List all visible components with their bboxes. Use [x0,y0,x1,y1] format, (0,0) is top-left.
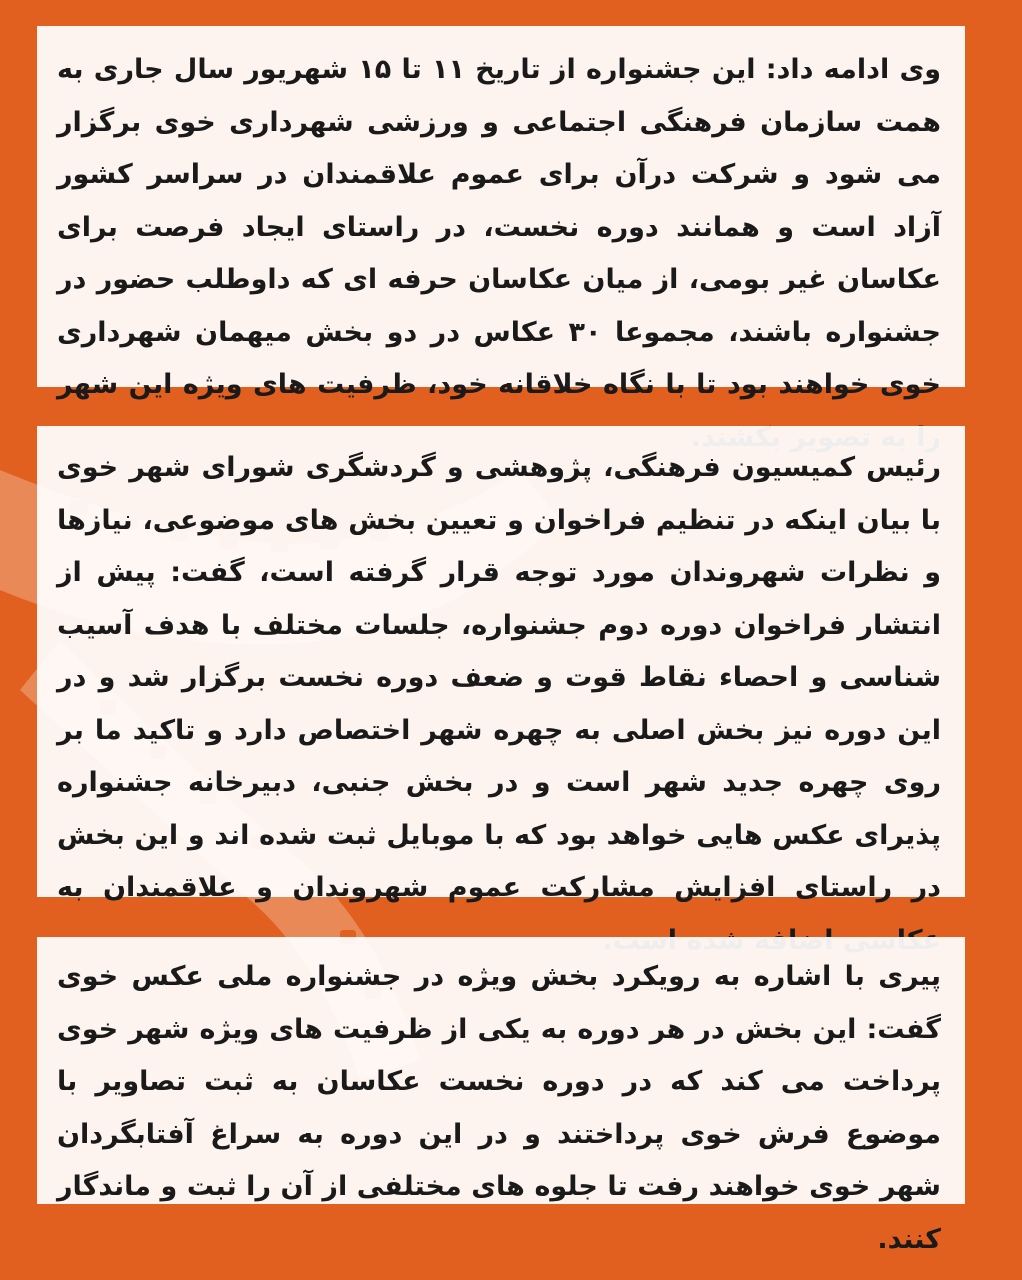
text-card-3 [37,937,965,1255]
paragraph-2: رئیس کمیسیون فرهنگی، پژوهشی و گردشگری شورای شهر خوی با بیان اینکه در تنظیم فراخوان و تعیین بخش های موضوعی، نیازها و نظرات شهروندان مورد توجه قرار گرفته است، گفت: پیش از انتشار فراخوان دوره دوم جشنواره، جلسات مختلف با هدف آسیب شناسی و احصاء نقاط قوت و ضعف دوره نخست برگزار شد و در این دوره نیز بخش اصلی به چهره شهر اختصاص دارد و تاکید ما بر روی چهره جدید شهر است و در بخش جنبی، دبیرخانه جشنواره پذیرای عکس هایی خواهد بود که با موبایل ثبت شده اند و این بخش در راستای افزایش مشارکت عموم شهروندان و علاقمندان به [57,452,941,903]
paragraph-3: پیری با اشاره به رویکرد بخش ویژه در جشنواره ملی عکس خوی گفت: این بخش در هر دوره به یکی از ظرفیت های ویژه شهر خوی پرداخت می کند که در دوره نخست عکاسان به ثبت تصاویر با موضوع فرش خوی پرداختند و در این دوره به سراغ آفتابگردان شهر خوی خواهند رفت تا جلوه های مختلفی از آن را ثبت و ماندگار کنند. [57,961,941,1255]
paragraph-1: وی ادامه داد: این جشنواره از تاریخ ۱۱ تا ۱۵ شهریور سال جاری به همت سازمان فرهنگی اجتماعی و ورزشی شهرداری خوی برگزار می شود و شرکت درآن برای عموم علاقمندان در سراسر کشور آزاد است و همانند دوره نخست، در راستای ایجاد فرصت برای عکاسان غیر بومی، از میان عکاسان حرفه ای که داوطلب حضور در جشنواره باشند، مجموعا ۳۰ عکاس در دو بخش میهمان شهرداری خوی خواهند بود تا با نگاه خلاقانه خود، ظرفیت های ویژه این شهر [57,54,941,400]
text-card-2 [37,426,965,903]
text-card-1 [37,26,965,400]
